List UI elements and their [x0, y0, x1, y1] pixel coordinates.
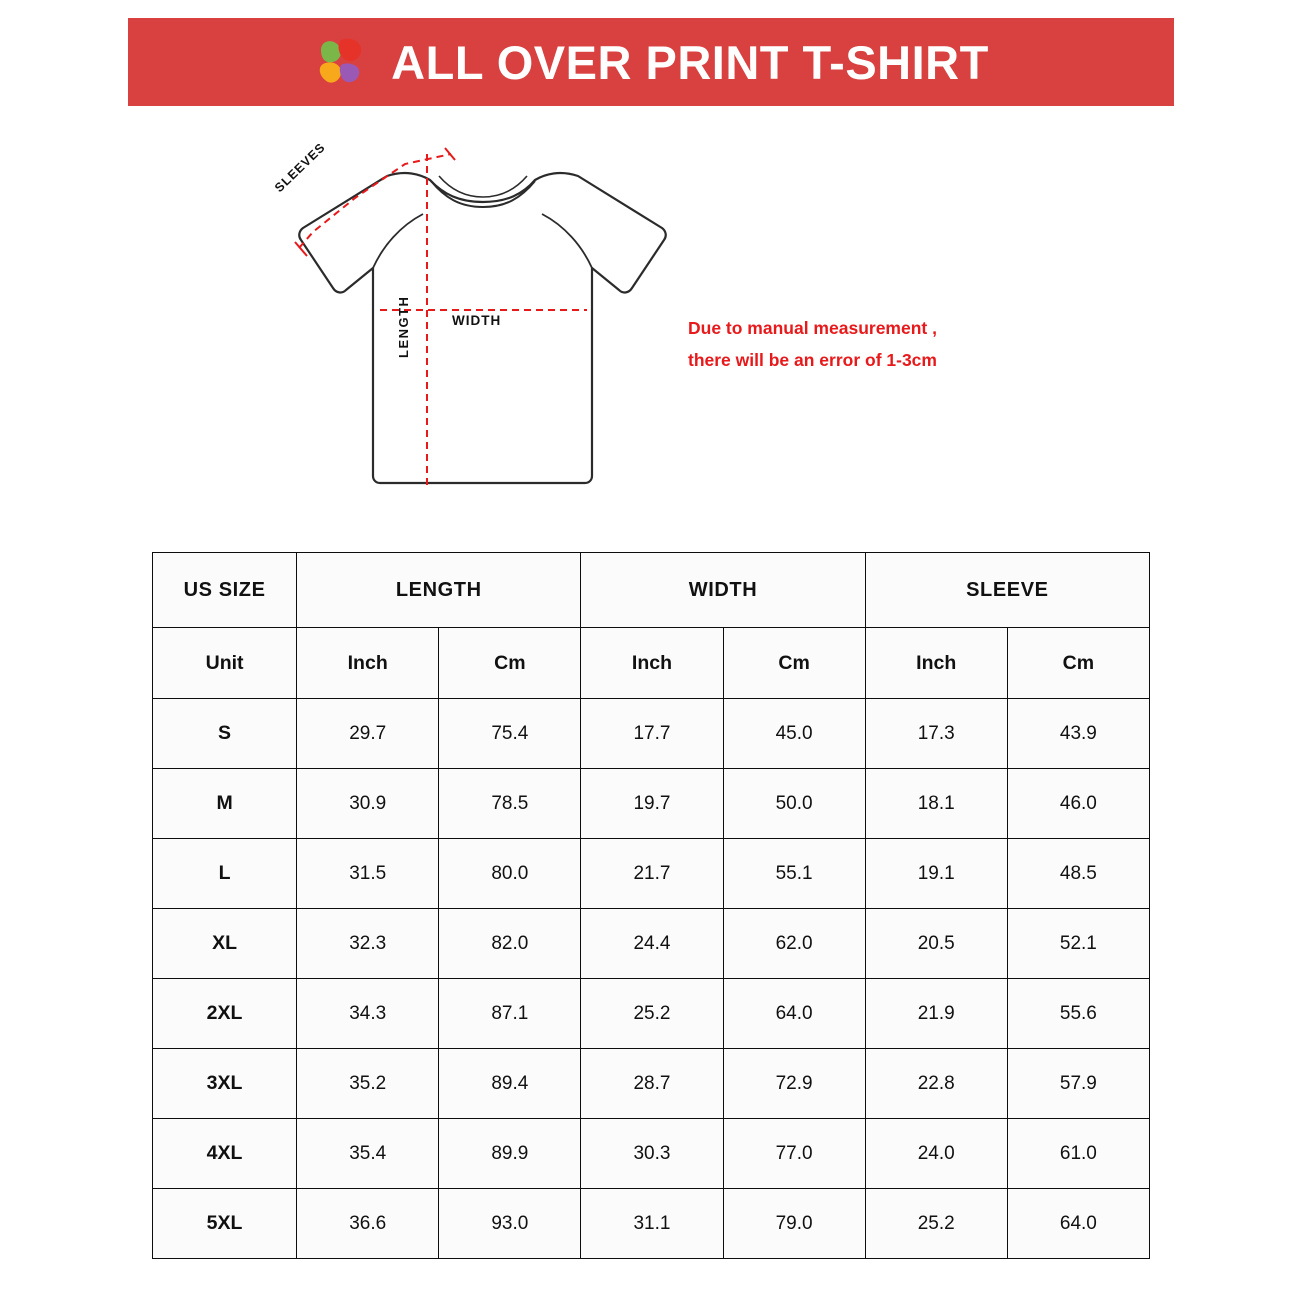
row-size: 3XL [153, 1049, 297, 1119]
row-length-inch: 34.3 [297, 979, 439, 1049]
measurement-note-line1: Due to manual measurement , [688, 318, 937, 338]
row-size: S [153, 699, 297, 769]
table-row [153, 769, 1150, 839]
row-length-inch: 31.5 [297, 839, 439, 909]
row-length-inch: 29.7 [297, 699, 439, 769]
unit-sleeve-cm: Cm [1007, 628, 1149, 699]
row-width-inch: 19.7 [581, 769, 723, 839]
row-length-cm: 87.1 [439, 979, 581, 1049]
table-row [153, 699, 1150, 769]
row-length-cm: 78.5 [439, 769, 581, 839]
unit-width-cm: Cm [723, 628, 865, 699]
table-row [153, 1049, 1150, 1119]
measurement-note-line2: there will be an error of 1-3cm [688, 350, 937, 370]
diagram-label-sleeves: SLEEVES [272, 140, 329, 196]
row-sleeve-cm: 46.0 [1007, 769, 1149, 839]
diagram-label-length: LENGTH [396, 295, 411, 358]
table-group-header-row [153, 553, 1150, 628]
row-sleeve-inch: 24.0 [865, 1119, 1007, 1189]
row-width-inch: 28.7 [581, 1049, 723, 1119]
row-width-inch: 30.3 [581, 1119, 723, 1189]
row-width-cm: 79.0 [723, 1189, 865, 1259]
row-sleeve-cm: 61.0 [1007, 1119, 1149, 1189]
row-sleeve-inch: 22.8 [865, 1049, 1007, 1119]
header-content [313, 34, 989, 90]
row-width-cm: 62.0 [723, 909, 865, 979]
page-title: ALL OVER PRINT T-SHIRT [391, 35, 989, 89]
row-length-inch: 35.2 [297, 1049, 439, 1119]
row-width-inch: 25.2 [581, 979, 723, 1049]
row-width-cm: 45.0 [723, 699, 865, 769]
measurement-note [688, 312, 937, 376]
header-banner [128, 18, 1174, 106]
row-sleeve-inch: 25.2 [865, 1189, 1007, 1259]
row-sleeve-cm: 57.9 [1007, 1049, 1149, 1119]
table-header-sleeve: SLEEVE [865, 553, 1149, 628]
table-row [153, 839, 1150, 909]
row-size: 2XL [153, 979, 297, 1049]
row-length-cm: 93.0 [439, 1189, 581, 1259]
table-unit-row [153, 628, 1150, 699]
row-width-cm: 77.0 [723, 1119, 865, 1189]
row-sleeve-inch: 21.9 [865, 979, 1007, 1049]
row-size: 4XL [153, 1119, 297, 1189]
table-row [153, 979, 1150, 1049]
table-header-length: LENGTH [297, 553, 581, 628]
unit-label: Unit [153, 628, 297, 699]
row-sleeve-inch: 17.3 [865, 699, 1007, 769]
row-length-cm: 75.4 [439, 699, 581, 769]
row-length-cm: 89.4 [439, 1049, 581, 1119]
row-length-cm: 80.0 [439, 839, 581, 909]
row-width-inch: 21.7 [581, 839, 723, 909]
row-length-cm: 82.0 [439, 909, 581, 979]
size-chart-table [152, 552, 1150, 1259]
row-size: 5XL [153, 1189, 297, 1259]
diagram-label-width: WIDTH [452, 313, 502, 328]
unit-width-inch: Inch [581, 628, 723, 699]
row-sleeve-cm: 52.1 [1007, 909, 1149, 979]
row-length-inch: 32.3 [297, 909, 439, 979]
row-size: M [153, 769, 297, 839]
table-row [153, 1119, 1150, 1189]
row-width-cm: 72.9 [723, 1049, 865, 1119]
row-sleeve-cm: 55.6 [1007, 979, 1149, 1049]
row-sleeve-inch: 19.1 [865, 839, 1007, 909]
row-length-inch: 30.9 [297, 769, 439, 839]
row-width-cm: 64.0 [723, 979, 865, 1049]
table-header-width: WIDTH [581, 553, 865, 628]
row-sleeve-cm: 64.0 [1007, 1189, 1149, 1259]
row-width-inch: 17.7 [581, 699, 723, 769]
table-row [153, 909, 1150, 979]
table-row [153, 1189, 1150, 1259]
row-length-cm: 89.9 [439, 1119, 581, 1189]
row-length-inch: 35.4 [297, 1119, 439, 1189]
row-width-cm: 55.1 [723, 839, 865, 909]
unit-sleeve-inch: Inch [865, 628, 1007, 699]
row-width-cm: 50.0 [723, 769, 865, 839]
unit-length-inch: Inch [297, 628, 439, 699]
row-sleeve-inch: 18.1 [865, 769, 1007, 839]
row-width-inch: 24.4 [581, 909, 723, 979]
colorful-leaf-logo-icon [313, 34, 369, 90]
table-header-us-size: US SIZE [153, 553, 297, 628]
row-width-inch: 31.1 [581, 1189, 723, 1259]
row-sleeve-cm: 48.5 [1007, 839, 1149, 909]
row-length-inch: 36.6 [297, 1189, 439, 1259]
unit-length-cm: Cm [439, 628, 581, 699]
row-size: L [153, 839, 297, 909]
row-sleeve-cm: 43.9 [1007, 699, 1149, 769]
row-sleeve-inch: 20.5 [865, 909, 1007, 979]
row-size: XL [153, 909, 297, 979]
